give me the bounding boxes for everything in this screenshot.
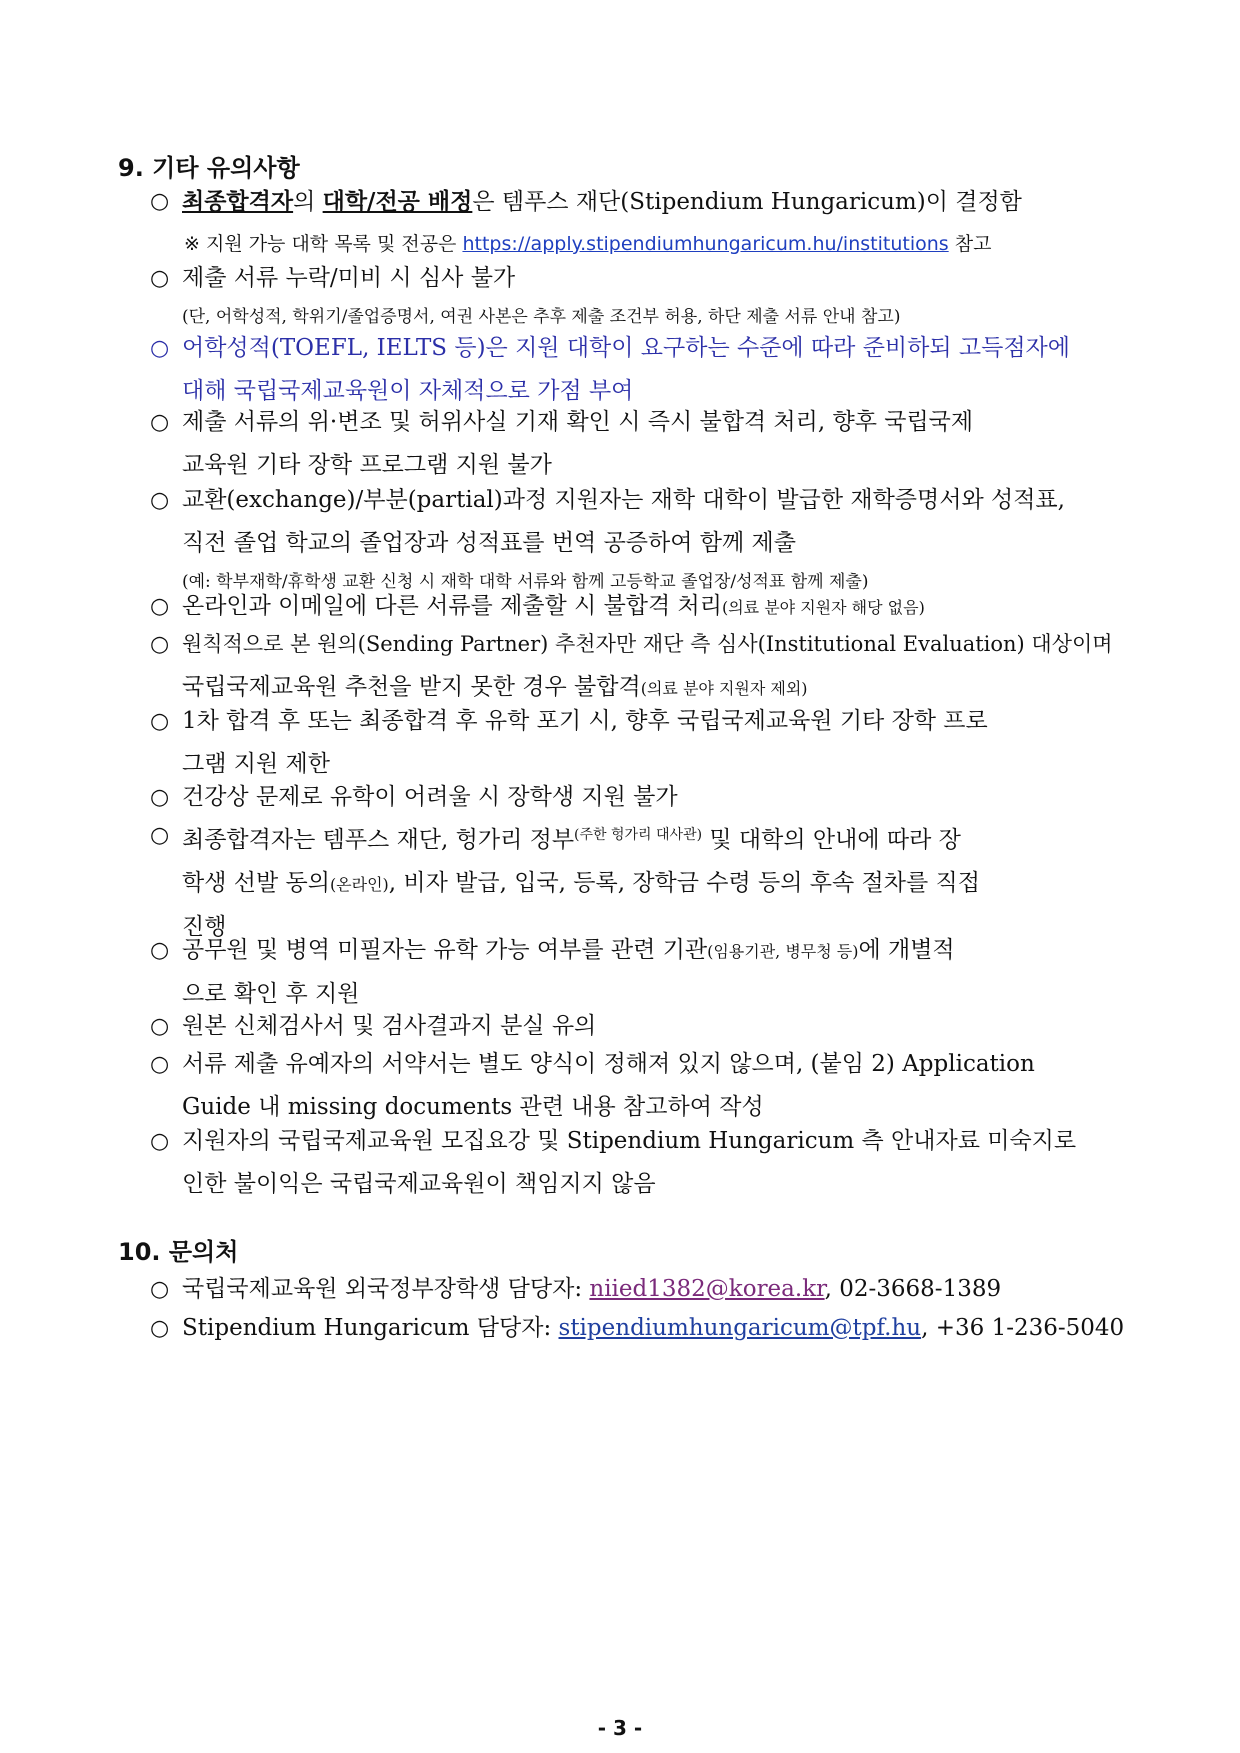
- bullet-icon: ○: [150, 632, 170, 657]
- bullet-icon: ○: [150, 488, 170, 513]
- bullet-icon: ○: [150, 1052, 170, 1077]
- list-item: ○ 최종합격자는 템푸스 재단, 헝가리 정부$^{(주한 헝가리 대사관)}$ 및 대학의 안내에 따라 장 학생 선발 동의(온라인), 비자 발급, 입국, 등록, 장학금 수령 등의 후속 절차를 직접 진행: [150, 814, 1130, 949]
- institutions-link[interactable]: https://apply.stipendiumhungaricum.hu/institutions: [462, 233, 949, 255]
- list-item: ○ 제출 서류의 위·변조 및 허위사실 기재 확인 시 즉시 불합격 처리, 향후 국립국제 교육원 기타 장학 프로그램 지원 불가: [150, 401, 1130, 487]
- tpf-email-link[interactable]: stipendiumhungaricum@tpf.hu: [558, 1315, 922, 1341]
- contact-item: ○ Stipendium Hungaricum 담당자: stipendiumhungaricum@tpf.hu, +36 1-236-5040: [150, 1307, 1130, 1350]
- list-item: ○ 온라인과 이메일에 다른 서류를 제출할 시 불합격 처리(의료 분야 지원자 해당 없음): [150, 585, 1130, 629]
- bullet-icon: ○: [150, 1129, 170, 1154]
- bullet-icon: ○: [150, 266, 170, 291]
- section-10-title: 10. 문의처: [118, 1238, 239, 1266]
- bullet-icon: ○: [150, 336, 170, 361]
- list-item: ○ 지원자의 국립국제교육원 모집요강 및 Stipendium Hungaricum 측 안내자료 미숙지로 인한 불이익은 국립국제교육원이 책임지지 않음: [150, 1120, 1130, 1206]
- list-item: ○ 서류 제출 유예자의 서약서는 별도 양식이 정해져 있지 않으며, (붙임 2) Application Guide 내 missing documents 관련 내용 참고하여 작성: [150, 1043, 1130, 1129]
- list-item: ○ 제출 서류 누락/미비 시 심사 불가 (단, 어학성적, 학위기/졸업증명서, 여권 사본은 추후 제출 조건부 허용, 하단 제출 서류 안내 참고): [150, 257, 1130, 334]
- bullet-icon: ○: [150, 938, 170, 963]
- list-item: ○ 공무원 및 병역 미필자는 유학 가능 여부를 관련 기관(임용기관, 병무청 등)에 개별적 으로 확인 후 지원: [150, 929, 1130, 1016]
- list-item: ○ 어학성적(TOEFL, IELTS 등)은 지원 대학이 요구하는 수준에 따라 준비하되 고득점자에 대해 국립국제교육원이 자체적으로 가점 부여: [150, 327, 1130, 413]
- list-item: ○ 최종합격자의 대학/전공 배정은 템푸스 재단(Stipendium Hungaricum)이 결정함 ※ 지원 가능 대학 목록 및 전공은 https://apply.stipendiumhungaricum.hu/institutions 참고: [150, 180, 1130, 264]
- bullet-icon: ○: [150, 785, 170, 810]
- list-item: ○ 교환(exchange)/부분(partial)과정 지원자는 재학 대학이 발급한 재학증명서와 성적표, 직전 졸업 학교의 졸업장과 성적표를 번역 공증하여 함께 제출 (예: 학부재학/휴학생 교환 신청 시 재학 대학 서류와 함께 고등학교 졸업장/성적표 함께 제출): [150, 479, 1130, 599]
- bullet-icon: ○: [150, 1014, 170, 1039]
- page-number: - 3 -: [597, 1716, 643, 1740]
- contact-item: ○ 국립국제교육원 외국정부장학생 담당자: niied1382@korea.kr, 02-3668-1389: [150, 1268, 1130, 1311]
- section-9-title: 9. 기타 유의사항: [118, 154, 300, 182]
- bullet-icon: ○: [150, 1316, 170, 1341]
- list-item: ○ 원본 신체검사서 및 검사결과지 분실 유의: [150, 1005, 1130, 1048]
- bullet-icon: ○: [150, 1277, 170, 1302]
- list-item: ○ 1차 합격 후 또는 최종합격 후 유학 포기 시, 향후 국립국제교육원 기타 장학 프로 그램 지원 제한: [150, 700, 1130, 786]
- list-item: ○ 건강상 문제로 유학이 어려울 시 장학생 지원 불가: [150, 776, 1130, 819]
- list-item: ○ 원칙적으로 본 원의(Sending Partner) 추천자만 재단 측 심사(Institutional Evaluation) 대상이며 국립국제교육원 추천을 받지 못한 경우 불합격(의료 분야 지원자 제외): [150, 623, 1130, 710]
- bullet-icon: ○: [150, 594, 170, 619]
- niied-email-link[interactable]: niied1382@korea.kr: [589, 1276, 825, 1302]
- bullet-icon: ○: [150, 189, 170, 214]
- bullet-icon: ○: [150, 410, 170, 435]
- bullet-icon: ○: [150, 709, 170, 734]
- bullet-icon: ○: [150, 823, 170, 848]
